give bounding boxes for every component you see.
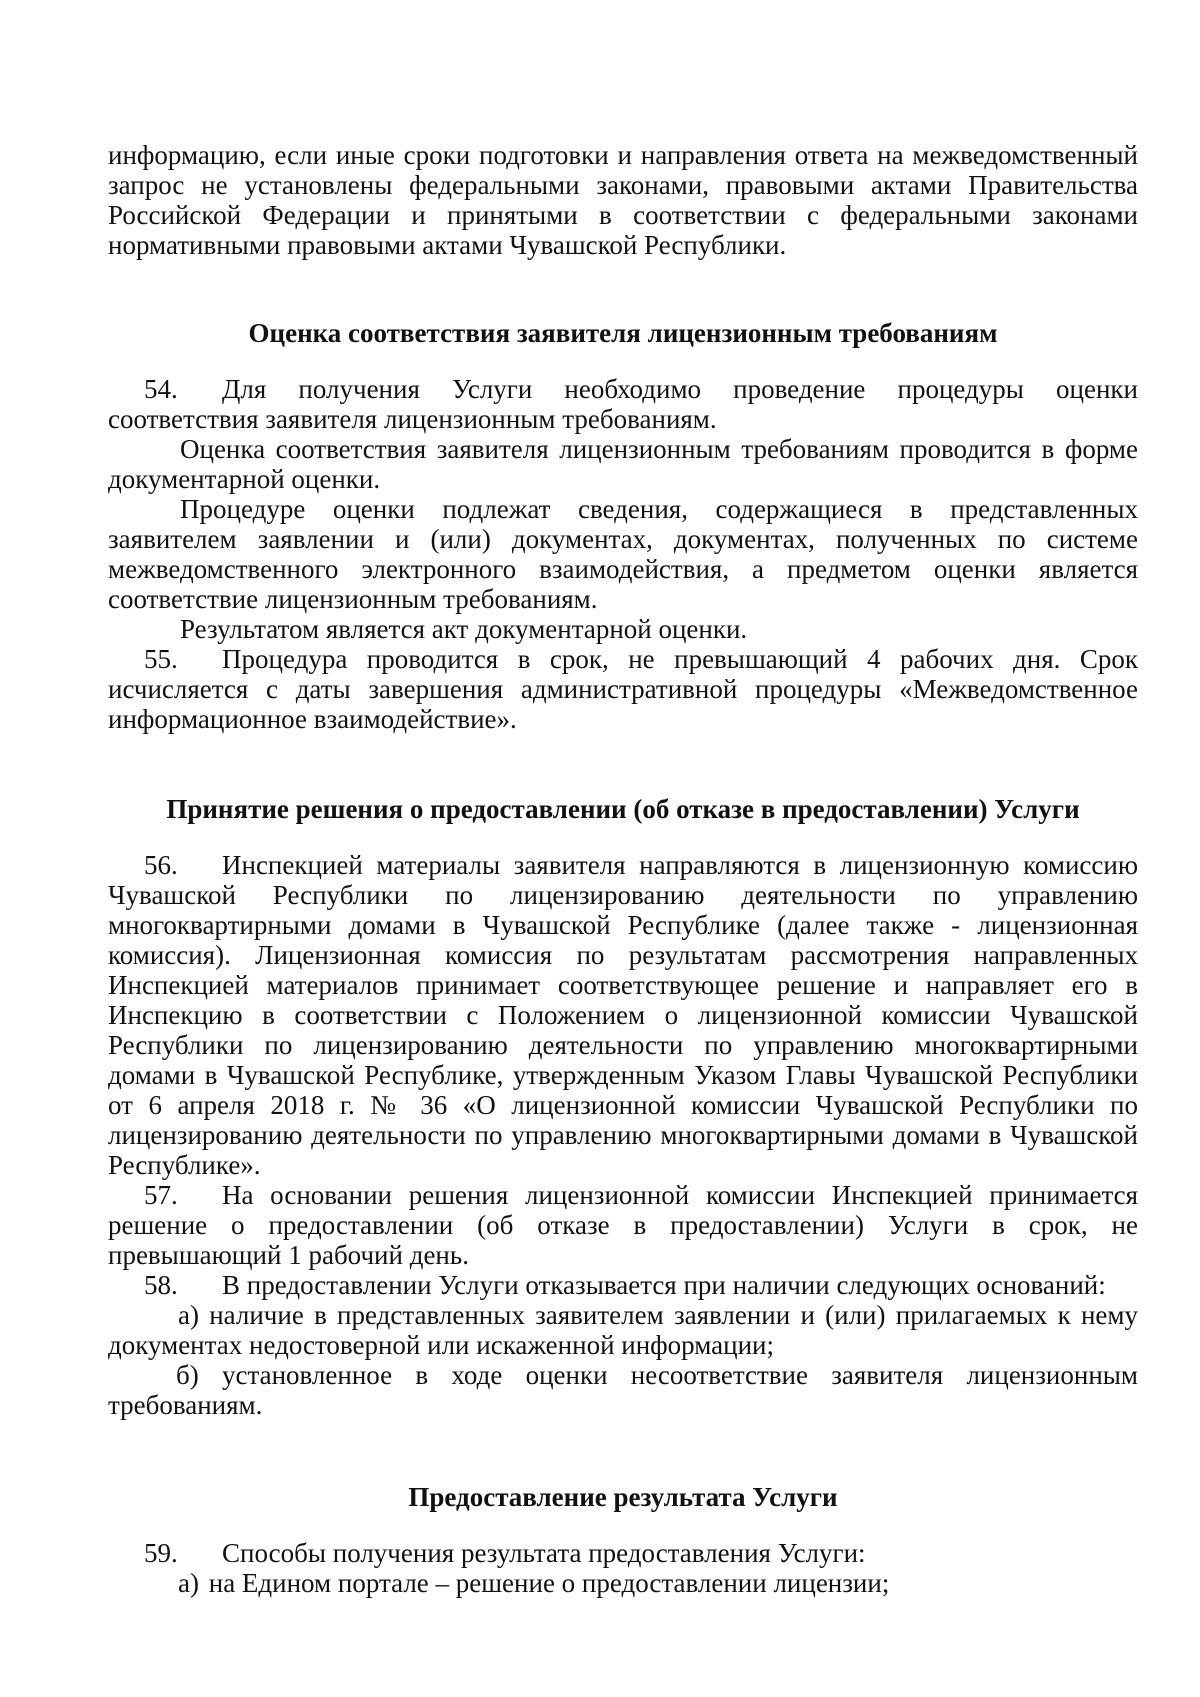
paragraph-text: На основании решения лицензионной комиссии Инспекцией принимается решение о предоставлении (об отказе в предоставлении) Услуги в срок, не превышающий 1 рабочий день. — [108, 1180, 1138, 1270]
paragraph-58-b: б) установленное в ходе оценки несоответствие заявителя лицензионным требованиям. — [108, 1360, 1138, 1420]
paragraph-number: 55. — [144, 644, 178, 674]
list-letter: а) — [178, 1568, 199, 1598]
intro-paragraph: информацию, если иные сроки подготовки и направления ответа на межведомственный запрос не установлены федеральными законами, правовыми актами Правительства Российской Федерации и принятыми в соответствии с федеральными законами нормативными правовыми актами Чувашской Республики. — [108, 140, 1138, 260]
paragraph-59-a — [108, 1568, 1138, 1598]
paragraph-text: Способы получения результата предоставления Услуги: — [222, 1538, 866, 1568]
paragraph-57 — [108, 1180, 1138, 1270]
paragraph-number: 57. — [144, 1180, 178, 1210]
section-title-result: Предоставление результата Услуги — [408, 1482, 838, 1512]
paragraph-text: В предоставлении Услуги отказывается при наличии следующих оснований: — [222, 1270, 1106, 1300]
paragraph-number: 54. — [144, 374, 178, 404]
paragraph-54-form: Оценка соответствия заявителя лицензионным требованиям проводится в форме документарной оценки. — [108, 434, 1138, 494]
paragraph-text: Для получения Услуги необходимо проведение процедуры оценки соответствия заявителя лицензионным требованиям. — [108, 374, 1138, 434]
paragraph-text: Процедура проводится в срок, не превышающий 4 рабочих дня. Срок исчисляется с даты завершения административной процедуры «Межведомственное информационное взаимодействие». — [108, 644, 1138, 734]
paragraph-58-a: а) наличие в представленных заявителем заявлении и (или) прилагаемых к нему документах недостоверной или искаженной информации; — [108, 1300, 1138, 1360]
paragraph-54-result: Результатом является акт документарной оценки. — [180, 614, 748, 644]
paragraph-56 — [108, 850, 1138, 1180]
paragraph-number: 59. — [144, 1538, 178, 1568]
section-title-decision: Принятие решения о предоставлении (об отказе в предоставлении) Услуги — [166, 794, 1080, 824]
paragraph-54-subject: Процедуре оценки подлежат сведения, содержащиеся в представленных заявителем заявлении и (или) документах, документах, полученных по системе межведомственного электронного взаимодействия, а предметом оценки является соответствие лицензионным требованиям. — [108, 494, 1138, 614]
paragraph-number: 58. — [144, 1270, 178, 1300]
list-item-text: на Едином портале – решение о предоставлении лицензии; — [208, 1568, 890, 1598]
paragraph-55 — [108, 644, 1138, 734]
paragraph-54 — [108, 374, 1138, 434]
paragraph-text: Инспекцией материалы заявителя направляются в лицензионную комиссию Чувашской Республики по лицензированию деятельности по управлению многоквартирными домами в Чувашской Республике (далее также - лицензионная комиссия). Лицензионная комиссия по результатам рассмотрения направленных Инспекцией материалов принимает соответствующее решение и направляет его в Инспекцию в соответствии с Положением о лицензионной комиссии Чувашской Республики по лицензированию деятельности по управлению многоквартирными домами в Чувашской Республике, утвержденным Указом Главы Чувашской Республики от 6 апреля 2018 г. № 36 «О лицензионной комиссии Чувашской Республики по лицензированию деятельности по управлению многоквартирными домами в Чувашской Республике». — [108, 850, 1138, 1180]
paragraph-59 — [108, 1538, 1138, 1568]
document-page — [108, 140, 1138, 1598]
section-title-assessment: Оценка соответствия заявителя лицензионным требованиям — [248, 318, 998, 348]
paragraph-number: 56. — [144, 850, 178, 880]
paragraph-58 — [108, 1270, 1138, 1300]
